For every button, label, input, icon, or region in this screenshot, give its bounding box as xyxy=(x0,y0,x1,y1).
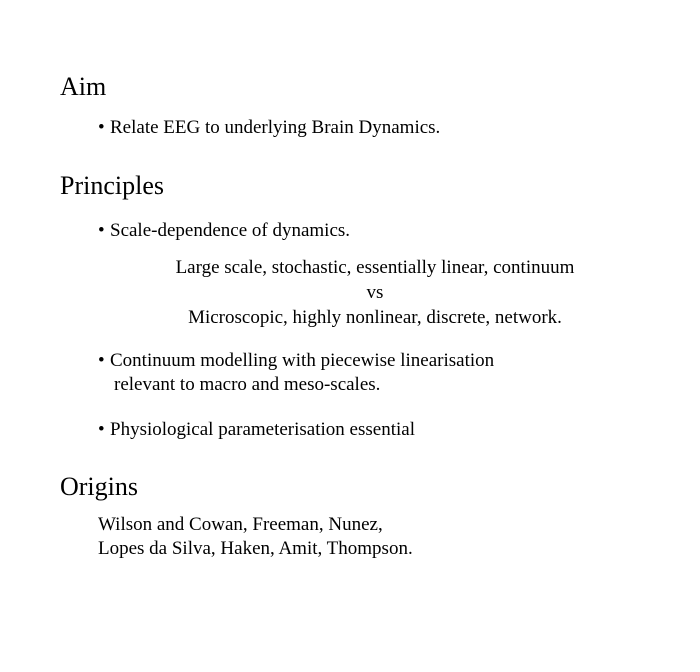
bullet-icon: • xyxy=(98,419,105,440)
principles-bullet-2-continuation: relevant to macro and meso-scales. xyxy=(114,374,381,395)
bullet-icon: • xyxy=(98,117,105,138)
principles-bullet-3 xyxy=(98,418,415,442)
origins-heading: Origins xyxy=(60,472,138,501)
principles-bullet-1 xyxy=(98,219,350,243)
origins-line-2: Lopes da Silva, Haken, Amit, Thompson. xyxy=(98,538,413,559)
aim-heading: Aim xyxy=(60,72,107,101)
bullet-icon: • xyxy=(98,350,105,371)
aim-bullet-text: Relate EEG to underlying Brain Dynamics. xyxy=(110,117,441,138)
contrast-line-2: Microscopic, highly nonlinear, discrete, network. xyxy=(188,307,562,328)
contrast-line-1: Large scale, stochastic, essentially linear, continuum xyxy=(175,257,575,278)
aim-bullet xyxy=(98,116,440,140)
bullet-icon: • xyxy=(98,220,105,241)
principles-bullet-3-text: Physiological parameterisation essential xyxy=(110,419,415,440)
principles-bullet-2 xyxy=(98,349,494,373)
origins-line-1: Wilson and Cowan, Freeman, Nunez, xyxy=(98,514,383,535)
principles-bullet-2-text: Continuum modelling with piecewise linearisation xyxy=(110,350,495,371)
contrast-vs: vs xyxy=(366,282,384,303)
principles-bullet-1-text: Scale-dependence of dynamics. xyxy=(110,220,351,241)
principles-heading: Principles xyxy=(60,171,164,200)
